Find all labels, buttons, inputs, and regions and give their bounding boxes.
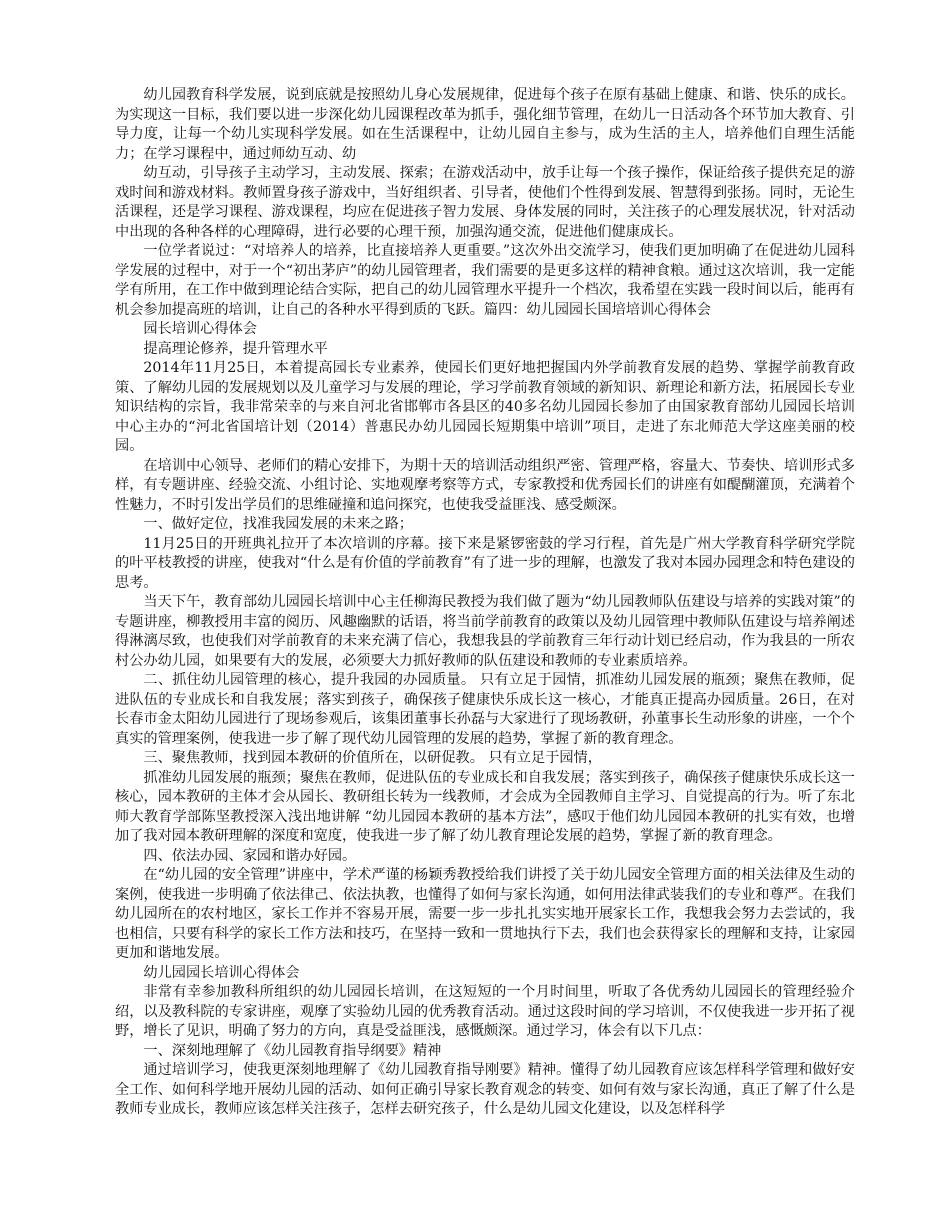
paragraph: 幼互动，引导孩子主动学习，主动发展、探索；在游戏活动中，放手让每一个孩子操作，保证给孩子提供充足的游戏时间和游戏材料。教师置身孩子游戏中，当好组织者、引导者，使他们个性得到发展、智慧得到张扬。同时，无论生活课程，还是学习课程、游戏课程，均应在促进孩子智力发展、身体发展的同时，关注孩子的心理发展状况，针对活动中出现的各种各样的心理障碍，进行必要的心理干预，加强沟通交流，促进他们健康成长。 (115, 165, 855, 240)
paragraph: 非常有幸参加教科所组织的幼儿园园长培训，在这短短的一个月时间里，听取了各优秀幼儿园园长的管理经验介绍，以及教科院的专家讲座，观摩了实验幼儿园的优秀教育活动。通过这段时间的学习培训，不仅使我进一步开拓了视野，增长了见识，明确了努力的方向，真是受益匪浅，感慨颇深。通过学习，体会有以下几点： (115, 984, 855, 1039)
section-heading: 四、依法办园、家园和谐办好园。 (143, 847, 357, 864)
paragraph: 二、抓住幼儿园管理的核心，提升我园的办园质量。 只有立足于园情，抓准幼儿园发展的瓶颈；聚焦在教师，促进队伍的专业成长和自我发展；落实到孩子，确保孩子健康快乐成长这一核心，才能真正提高办园质量。26日，在对长春市金太阳幼儿园进行了现场参观后，该集团董事长孙磊与大家进行了现场教研，孙董事长生动形象的讲座，一个个真实的管理案例，使我进一步了解了现代幼儿园管理的发展的趋势，掌握了新的教育理念。 (115, 672, 855, 747)
paragraph: 当天下午，教育部幼儿园园长培训中心主任柳海民教授为我们做了题为“幼儿园教师队伍建设与培养的实践对策”的专题讲座，柳教授用丰富的阅历、风趣幽默的话语，将当前学前教育的政策以及幼儿园管理中教师队伍建设与培养阐述得淋漓尽致，也使我们对学前教育的未来充满了信心，我想我县的学前教育三年行动计划已经启动，作为我县的一所农村公办幼儿园，如果要有大的发展，必须要大力抓好教师的队伍建设和教师的专业素质培养。 (115, 594, 855, 669)
section-heading: 一、深刻地理解了《幼儿园教育指导纲要》精神 (143, 1042, 442, 1059)
paragraph: 抓准幼儿园发展的瓶颈；聚焦在教师，促进队伍的专业成长和自我发展；落实到孩子，确保孩子健康快乐成长这一核心，园本教研的主体才会从园长、教研组长转为一线教师，才会成为全园教师自主学习、自觉提高的行为。听了东北师大教育学部陈坚教授深入浅出地讲解 “幼儿园园本教研的基本方法”，感叹于他们幼儿园园本教研的扎实有效，也增加了我对园本教研理解的深度和宽度，使我进一步了解了幼儿教育理论发展的趋势，掌握了新的教育理念。 (115, 769, 855, 844)
paragraph: 11月25日的开班典礼拉开了本次培训的序幕。接下来是紧锣密鼓的学习行程，首先是广州大学教育科学研究学院的叶平枝教授的讲座，使我对“什么是有价值的学前教育”有了进一步的理解，也激发了我对本园办园理念和特色建设的思考。 (115, 535, 855, 591)
section-heading: 幼儿园园长培训心得体会 (143, 964, 300, 981)
paragraph: 在培训中心领导、老师们的精心安排下，为期十天的培训活动组织严密、管理严格，容量大、节奏快、培训形式多样，有专题讲座、经验交流、小组讨论、实地观摩考察等方式，专家教授和优秀园长们的讲座有如醍醐灌顶，充满着个性魅力，不时引发出学员们的思维碰撞和追问探究，也使我受益匪浅、感受颇深。 (115, 457, 855, 513)
paragraph: 在“幼儿园的安全管理”讲座中，学术严谨的杨颖秀教授给我们讲授了关于幼儿园安全管理方面的相关法律及生动的案例，使我进一步明确了依法律己、依法执教，也懂得了如何与家长沟通，如何用法律武装我们的专业和尊严。在我们幼儿园所在的农村地区，家长工作并不容易开展，需要一步一步扎扎实实地开展家长工作，我想我会努力去尝试的，我也相信，只要有科学的家长工作方法和技巧，在坚持一致和一贯地执行下去，我们也会获得家长的理解和支持，让家园更加和谐地发展。 (115, 867, 855, 961)
document-page (115, 86, 855, 1120)
section-heading: 园长培训心得体会 (143, 321, 257, 337)
section-heading: 一、做好定位，找准我园发展的未来之路； (143, 516, 413, 532)
paragraph: 一位学者说过：“对培养人的培养，比直接培养人更重要。”这次外出交流学习，使我们更加明确了在促进幼儿园科学发展的过程中，对于一个“初出茅庐”的幼儿园管理者，我们需要的是更多这样的精神食粮。通过这次培训，我一定能学有所用，在工作中做到理论结合实际，把自己的幼儿园管理水平提升一个档次，我希望在实践一段时间以后，能再有机会参加提高班的培训，让自己的各种水平得到质的飞跃。篇四：幼儿园园长国培培训心得体会 (115, 243, 855, 318)
paragraph: 2014年11月25日，本着提高园长专业素养，使园长们更好地把握国内外学前教育发展的趋势、掌握学前教育政策、了解幼儿园的发展规划以及儿童学习与发展的理论，学习学前教育领域的新知识、新理论和新方法，拓展园长专业知识结构的宗旨，我非常荣幸的与来自河北省邯郸市各县区的40多名幼儿园园长参加了由国家教育部幼儿园园长培训中心主办的“河北省国培计划（2014）普惠民办幼儿园园长短期集中培训”项目，走进了东北师范大学这座美丽的校园。 (115, 360, 855, 454)
paragraph: 通过培训学习，使我更深刻地理解了《幼儿园教育指导刚要》精神。懂得了幼儿园教育应该怎样科学管理和做好安全工作、如何科学地开展幼儿园的活动、如何正确引导家长教育观念的转变、如何有效与家长沟通，真正了解了什么是教师专业成长，教师应该怎样关注孩子，怎样去研究孩子，什么是幼儿园文化建设，以及怎样科学 (115, 1062, 855, 1117)
paragraph: 幼儿园教育科学发展，说到底就是按照幼儿身心发展规律，促进每个孩子在原有基础上健康、和谐、快乐的成长。为实现这一目标，我们要以进一步深化幼儿园课程改革为抓手，强化细节管理，在幼儿一日活动各个环节加大教育、引导力度，让每一个幼儿实现科学发展。如在生活课程中，让幼儿园自主参与，成为生活的主人，培养他们自理生活能力；在学习课程中，通过师幼互动、幼 (115, 87, 855, 162)
section-heading: 提高理论修养，提升管理水平 (143, 340, 328, 357)
paragraph: 三、聚焦教师，找到园本教研的价值所在，以研促教。 只有立足于园情， (143, 750, 602, 766)
